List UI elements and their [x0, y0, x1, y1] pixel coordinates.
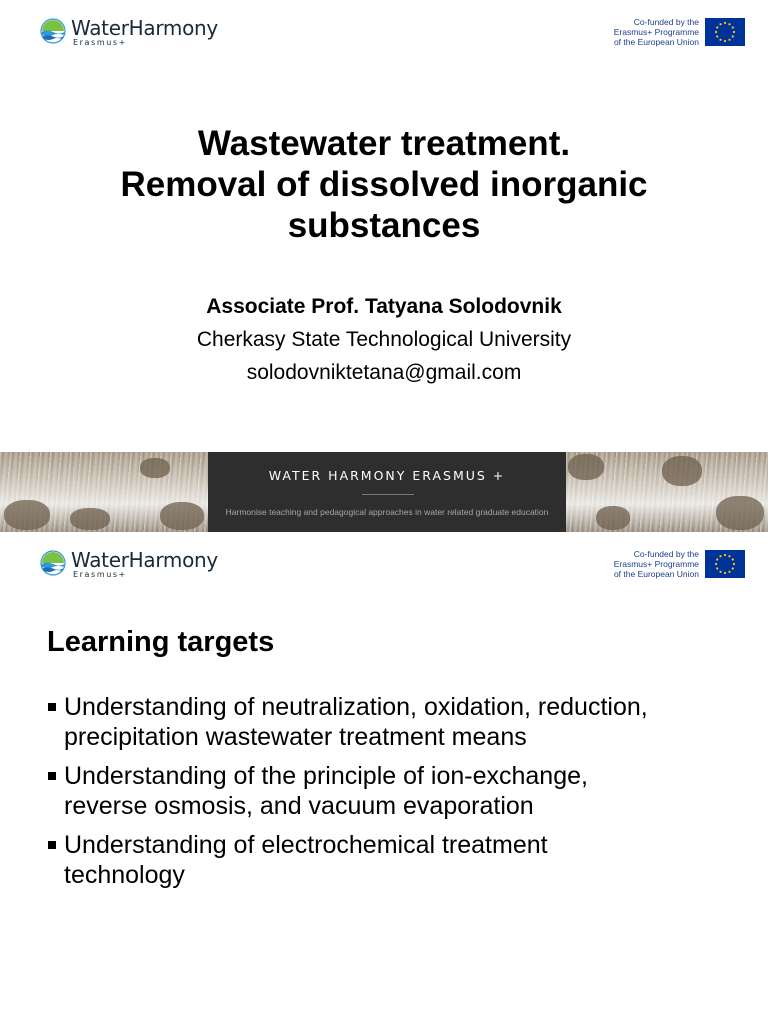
- eu-line: of the European Union: [613, 569, 699, 579]
- list-item: [47, 692, 747, 752]
- banner-subtitle: Harmonise teaching and pedagogical approaches in water related graduate education: [225, 507, 549, 517]
- eu-cofunded-text: [614, 17, 699, 47]
- bullet-line: reverse osmosis, and vacuum evaporation: [64, 792, 534, 820]
- list-item: [47, 761, 747, 821]
- bullet-line: Understanding of neutralization, oxidation, reduction,: [64, 693, 648, 721]
- banner-divider: [362, 494, 414, 495]
- bullet-square-icon: [48, 841, 56, 849]
- water-harmony-globe-icon: [40, 550, 66, 576]
- slide-main-title: [0, 123, 768, 246]
- logo-name: WaterHarmony: [71, 548, 218, 572]
- eu-cofunded-badge: [614, 17, 745, 47]
- author-affiliation: Cherkasy State Technological University: [196, 328, 572, 351]
- waterfall-image-right: [566, 452, 768, 532]
- banner-text-panel: [208, 452, 566, 532]
- eu-flag-icon: [705, 550, 745, 578]
- eu-cofunded-badge: [614, 549, 745, 579]
- water-harmony-globe-icon: [40, 18, 66, 44]
- learning-targets-list: [47, 692, 747, 899]
- title-line: Removal of dissolved inorganic: [120, 165, 648, 204]
- bullet-line: precipitation wastewater treatment means: [64, 723, 527, 751]
- bullet-line: Understanding of electrochemical treatment: [64, 831, 548, 859]
- bullet-line: technology: [64, 861, 185, 889]
- bullet-square-icon: [48, 703, 56, 711]
- eu-line: Co-funded by the: [633, 549, 699, 559]
- eu-line: Erasmus+ Programme: [613, 559, 699, 569]
- eu-line: of the European Union: [613, 37, 699, 47]
- title-line: substances: [287, 206, 481, 245]
- author-name: Associate Prof. Tatyana Solodovnik: [206, 295, 562, 318]
- water-harmony-logo: [40, 548, 240, 580]
- title-line: Wastewater treatment.: [197, 124, 571, 163]
- slide-learning-targets: [0, 532, 768, 1024]
- bullet-square-icon: [48, 772, 56, 780]
- banner-title: WATER HARMONY ERASMUS +: [268, 468, 506, 483]
- slide-heading: Learning targets: [47, 626, 275, 658]
- eu-flag-icon: [705, 18, 745, 46]
- author-email: solodovniktetana@gmail.com: [246, 361, 522, 384]
- eu-cofunded-text: [614, 549, 699, 579]
- logo-name: WaterHarmony: [71, 16, 218, 40]
- water-harmony-logo: [40, 16, 240, 48]
- list-item: [47, 830, 747, 890]
- project-banner: [0, 452, 768, 532]
- eu-line: Erasmus+ Programme: [613, 27, 699, 37]
- waterfall-image-left: [0, 452, 208, 532]
- logo-subtitle: Erasmus+: [73, 570, 127, 579]
- logo-subtitle: Erasmus+: [73, 38, 127, 47]
- bullet-line: Understanding of the principle of ion-exchange,: [64, 762, 588, 790]
- eu-line: Co-funded by the: [633, 17, 699, 27]
